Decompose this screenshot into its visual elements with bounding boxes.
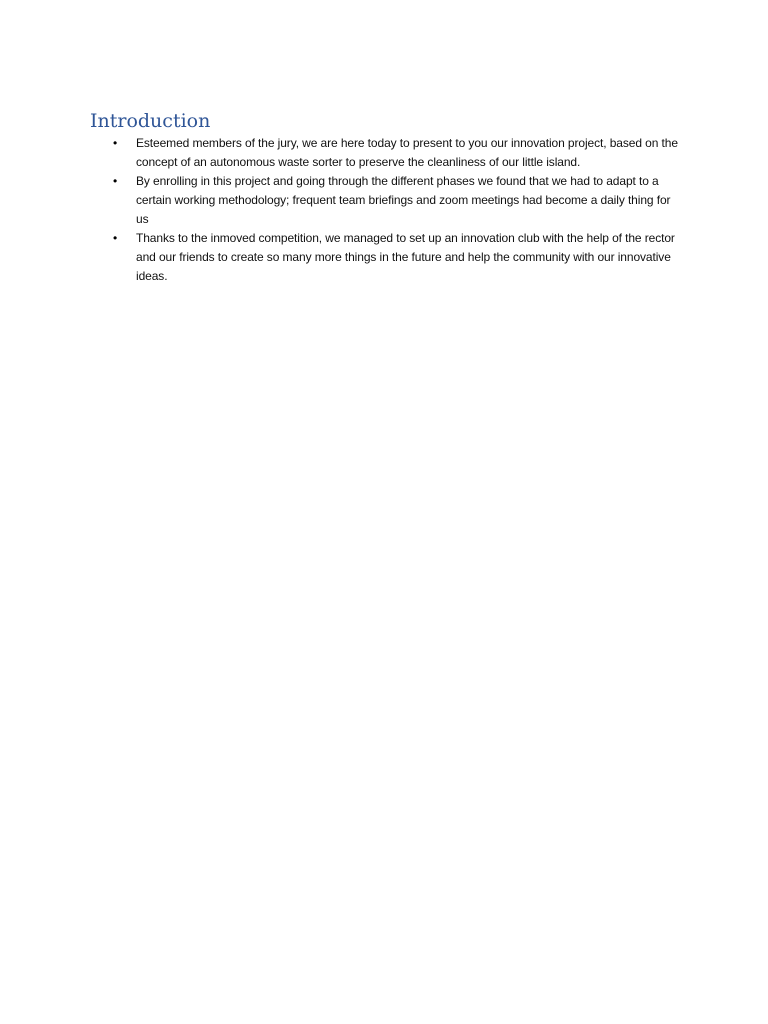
list-item-text: By enrolling in this project and going through the different phases we found that we had to adapt to a certain working methodology; frequent team briefings and zoom meetings had become a daily thing for us (136, 174, 671, 226)
bullet-list (0, 134, 768, 286)
bullet-icon: • (113, 231, 118, 245)
list-item-text: Thanks to the inmoved competition, we managed to set up an innovation club with the help of the rector and our friends to create so many more things in the future and help the community with our innovative ideas. (136, 231, 675, 283)
list-item-text: Esteemed members of the jury, we are here today to present to you our innovation project, based on the concept of an autonomous waste sorter to preserve the cleanliness of our little island. (136, 136, 678, 169)
section-heading: Introduction (90, 110, 211, 132)
list-item (0, 134, 768, 172)
list-item (0, 172, 768, 229)
list-item (0, 229, 768, 286)
bullet-icon: • (113, 136, 118, 150)
bullet-icon: • (113, 174, 118, 188)
